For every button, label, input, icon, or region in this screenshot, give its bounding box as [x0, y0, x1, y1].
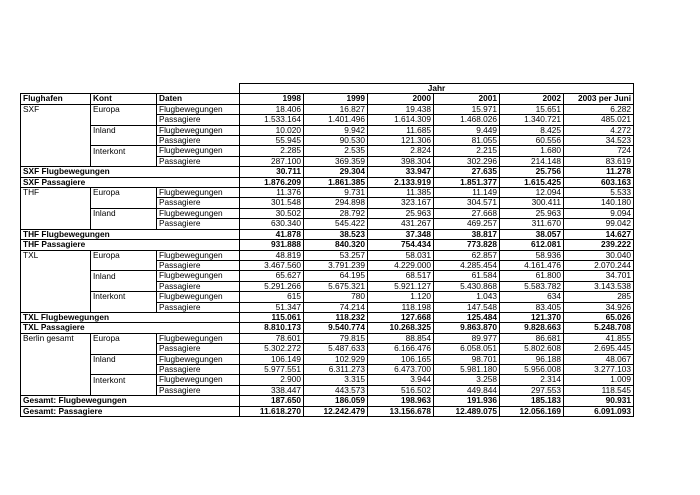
value-cell[interactable]: 5.956.008: [500, 364, 564, 374]
value-cell[interactable]: 6.166.476: [368, 344, 434, 354]
column-header-flughafen[interactable]: Flughafen: [21, 94, 91, 104]
airport-cell[interactable]: Berlin gesamt: [21, 333, 91, 343]
value-cell[interactable]: 53.257: [304, 250, 368, 260]
data-type-cell[interactable]: Passagiere: [157, 385, 240, 395]
value-cell[interactable]: 612.081: [500, 240, 564, 250]
value-cell[interactable]: 60.556: [500, 136, 564, 146]
value-cell[interactable]: 81.055: [434, 136, 500, 146]
airport-cell[interactable]: [21, 302, 91, 312]
continent-cell[interactable]: Inland: [91, 271, 157, 281]
value-cell[interactable]: 16.827: [304, 104, 368, 114]
total-row: [21, 312, 634, 322]
value-cell[interactable]: 12.489.075: [434, 406, 500, 416]
value-cell[interactable]: 78.601: [240, 333, 304, 343]
value-cell[interactable]: 287.100: [240, 156, 304, 166]
value-cell[interactable]: 285: [564, 292, 634, 302]
value-cell[interactable]: 323.167: [368, 198, 434, 208]
value-cell[interactable]: 1.851.377: [434, 177, 500, 187]
value-cell[interactable]: 11.149: [434, 188, 500, 198]
total-row: [21, 396, 634, 406]
value-cell[interactable]: 5.430.868: [434, 281, 500, 291]
value-cell[interactable]: 11.376: [240, 188, 304, 198]
continent-cell[interactable]: Europa: [91, 104, 157, 114]
value-cell[interactable]: 10.020: [240, 125, 304, 135]
table-row: [21, 354, 634, 364]
value-cell[interactable]: 12.094: [500, 188, 564, 198]
table-body: [21, 84, 634, 417]
value-cell[interactable]: 4.285.454: [434, 260, 500, 270]
value-cell[interactable]: 41.855: [564, 333, 634, 343]
value-cell[interactable]: 30.711: [240, 167, 304, 177]
value-cell[interactable]: 5.291.266: [240, 281, 304, 291]
data-type-cell[interactable]: Flugbewegungen: [157, 375, 240, 385]
value-cell[interactable]: 14.627: [564, 229, 634, 239]
value-cell[interactable]: 2.535: [304, 146, 368, 156]
value-cell[interactable]: 62.857: [434, 250, 500, 260]
data-type-cell[interactable]: Flugbewegungen: [157, 146, 240, 156]
value-cell[interactable]: 516.502: [368, 385, 434, 395]
value-cell[interactable]: 127.668: [368, 312, 434, 322]
continent-cell[interactable]: Interkont: [91, 375, 157, 385]
spreadsheet-table: [20, 83, 634, 417]
data-type-cell[interactable]: Flugbewegungen: [157, 333, 240, 343]
continent-cell[interactable]: Inland: [91, 354, 157, 364]
value-cell[interactable]: 9.828.663: [500, 323, 564, 333]
airport-cell[interactable]: [21, 375, 91, 385]
airport-cell[interactable]: [21, 260, 91, 270]
total-label[interactable]: Gesamt: Passagiere: [21, 406, 240, 416]
value-cell[interactable]: 469.257: [434, 219, 500, 229]
table-row: [21, 250, 634, 260]
value-cell[interactable]: 198.963: [368, 396, 434, 406]
value-cell[interactable]: 297.553: [500, 385, 564, 395]
value-cell[interactable]: 443.573: [304, 385, 368, 395]
column-header-2000[interactable]: 2000: [368, 94, 434, 104]
value-cell[interactable]: 79.815: [304, 333, 368, 343]
value-cell[interactable]: 3.258: [434, 375, 500, 385]
value-cell[interactable]: 102.929: [304, 354, 368, 364]
value-cell[interactable]: 10.268.325: [368, 323, 434, 333]
column-header-2003[interactable]: 2003 per Juni: [564, 94, 634, 104]
value-cell[interactable]: 1.468.026: [434, 115, 500, 125]
table-row: [21, 156, 634, 166]
value-cell[interactable]: 83.619: [564, 156, 634, 166]
continent-cell[interactable]: Europa: [91, 250, 157, 260]
table-row: [21, 104, 634, 114]
value-cell[interactable]: 3.467.560: [240, 260, 304, 270]
table-row: [21, 260, 634, 270]
data-type-cell[interactable]: Flugbewegungen: [157, 354, 240, 364]
value-cell[interactable]: 121.370: [500, 312, 564, 322]
table-row: [21, 344, 634, 354]
value-cell[interactable]: 187.650: [240, 396, 304, 406]
value-cell[interactable]: 6.091.093: [564, 406, 634, 416]
value-cell[interactable]: 304.571: [434, 198, 500, 208]
value-cell[interactable]: 5.302.272: [240, 344, 304, 354]
total-label[interactable]: Gesamt: Flugbewegungen: [21, 396, 240, 406]
table-row: [21, 125, 634, 135]
value-cell[interactable]: 2.695.445: [564, 344, 634, 354]
value-cell[interactable]: 12.242.479: [304, 406, 368, 416]
value-cell[interactable]: 88.854: [368, 333, 434, 343]
continent-cell[interactable]: Inland: [91, 208, 157, 218]
value-cell[interactable]: 1.861.385: [304, 177, 368, 187]
continent-cell[interactable]: [91, 115, 157, 125]
value-cell[interactable]: 89.977: [434, 333, 500, 343]
value-cell[interactable]: 90.530: [304, 136, 368, 146]
value-cell[interactable]: 186.059: [304, 396, 368, 406]
value-cell[interactable]: 99.042: [564, 219, 634, 229]
column-header-2002[interactable]: 2002: [500, 94, 564, 104]
value-cell[interactable]: 6.473.700: [368, 364, 434, 374]
value-cell[interactable]: 13.156.678: [368, 406, 434, 416]
value-cell[interactable]: 51.347: [240, 302, 304, 312]
value-cell[interactable]: 5.487.633: [304, 344, 368, 354]
airport-cell[interactable]: [21, 115, 91, 125]
continent-cell[interactable]: [91, 198, 157, 208]
value-cell[interactable]: 25.963: [500, 208, 564, 218]
continent-cell[interactable]: [91, 364, 157, 374]
data-type-cell[interactable]: Flugbewegungen: [157, 292, 240, 302]
table-row: [21, 198, 634, 208]
value-cell[interactable]: 8.425: [500, 125, 564, 135]
value-cell[interactable]: 98.701: [434, 354, 500, 364]
data-type-cell[interactable]: Flugbewegungen: [157, 188, 240, 198]
value-cell[interactable]: 634: [500, 292, 564, 302]
data-type-cell[interactable]: Passagiere: [157, 281, 240, 291]
continent-cell[interactable]: Interkont: [91, 292, 157, 302]
value-cell[interactable]: 11.385: [368, 188, 434, 198]
value-cell[interactable]: 615: [240, 292, 304, 302]
value-cell[interactable]: 5.977.551: [240, 364, 304, 374]
continent-cell[interactable]: [91, 260, 157, 270]
value-cell[interactable]: 6.282: [564, 104, 634, 114]
airport-cell[interactable]: [21, 125, 91, 135]
table-row: [21, 292, 634, 302]
value-cell[interactable]: 58.936: [500, 250, 564, 260]
total-label[interactable]: SXF Passagiere: [21, 177, 240, 187]
value-cell[interactable]: 11.618.270: [240, 406, 304, 416]
value-cell[interactable]: 86.681: [500, 333, 564, 343]
value-cell[interactable]: 147.548: [434, 302, 500, 312]
table-row: [21, 281, 634, 291]
value-cell[interactable]: 1.043: [434, 292, 500, 302]
value-cell[interactable]: 3.143.538: [564, 281, 634, 291]
header-row: [21, 94, 634, 104]
column-header-2001[interactable]: 2001: [434, 94, 500, 104]
continent-cell[interactable]: [91, 219, 157, 229]
value-cell[interactable]: 118.198: [368, 302, 434, 312]
value-cell[interactable]: 1.009: [564, 375, 634, 385]
value-cell[interactable]: 1.533.164: [240, 115, 304, 125]
airport-cell[interactable]: THF: [21, 188, 91, 198]
data-type-cell[interactable]: Passagiere: [157, 115, 240, 125]
value-cell[interactable]: 90.931: [564, 396, 634, 406]
airport-cell[interactable]: [21, 344, 91, 354]
value-cell[interactable]: 11.685: [368, 125, 434, 135]
value-cell[interactable]: 185.183: [500, 396, 564, 406]
continent-cell[interactable]: [91, 385, 157, 395]
data-type-cell[interactable]: Passagiere: [157, 302, 240, 312]
airport-cell[interactable]: [21, 208, 91, 218]
value-cell[interactable]: 5.533: [564, 188, 634, 198]
data-type-cell[interactable]: Flugbewegungen: [157, 250, 240, 260]
value-cell[interactable]: 239.222: [564, 240, 634, 250]
value-cell[interactable]: 48.067: [564, 354, 634, 364]
value-cell[interactable]: 37.348: [368, 229, 434, 239]
value-cell[interactable]: 28.792: [304, 208, 368, 218]
value-cell[interactable]: 2.133.919: [368, 177, 434, 187]
continent-cell[interactable]: Europa: [91, 188, 157, 198]
value-cell[interactable]: 1.614.309: [368, 115, 434, 125]
value-cell[interactable]: 2.900: [240, 375, 304, 385]
value-cell[interactable]: 115.061: [240, 312, 304, 322]
table-row: [21, 208, 634, 218]
value-cell[interactable]: 338.447: [240, 385, 304, 395]
value-cell[interactable]: 118.545: [564, 385, 634, 395]
value-cell[interactable]: 55.945: [240, 136, 304, 146]
value-cell[interactable]: 630.340: [240, 219, 304, 229]
value-cell[interactable]: 8.810.173: [240, 323, 304, 333]
value-cell[interactable]: 30.040: [564, 250, 634, 260]
value-cell[interactable]: 398.304: [368, 156, 434, 166]
value-cell[interactable]: 38.523: [304, 229, 368, 239]
value-cell[interactable]: 2.285: [240, 146, 304, 156]
value-cell[interactable]: 5.802.608: [500, 344, 564, 354]
value-cell[interactable]: 603.163: [564, 177, 634, 187]
total-row: [21, 240, 634, 250]
value-cell[interactable]: 3.277.103: [564, 364, 634, 374]
column-header-daten[interactable]: Daten: [157, 94, 240, 104]
data-type-cell[interactable]: Passagiere: [157, 260, 240, 270]
value-cell[interactable]: 191.936: [434, 396, 500, 406]
data-type-cell[interactable]: Flugbewegungen: [157, 208, 240, 218]
value-cell[interactable]: 4.161.476: [500, 260, 564, 270]
value-cell[interactable]: 3.791.239: [304, 260, 368, 270]
value-cell[interactable]: 19.438: [368, 104, 434, 114]
value-cell[interactable]: 485.021: [564, 115, 634, 125]
table-row: [21, 115, 634, 125]
value-cell[interactable]: 15.971: [434, 104, 500, 114]
value-cell[interactable]: 214.148: [500, 156, 564, 166]
value-cell[interactable]: 9.094: [564, 208, 634, 218]
value-cell[interactable]: 38.817: [434, 229, 500, 239]
value-cell[interactable]: 48.819: [240, 250, 304, 260]
airport-cell[interactable]: TXL: [21, 250, 91, 260]
value-cell[interactable]: 2.314: [500, 375, 564, 385]
data-type-cell[interactable]: Passagiere: [157, 344, 240, 354]
value-cell[interactable]: 2.070.244: [564, 260, 634, 270]
data-type-cell[interactable]: Passagiere: [157, 364, 240, 374]
airport-cell[interactable]: [21, 281, 91, 291]
year-group-label: Jahr: [240, 84, 634, 94]
total-label[interactable]: THF Flugbewegungen: [21, 229, 240, 239]
value-cell[interactable]: 4.272: [564, 125, 634, 135]
continent-cell[interactable]: [91, 344, 157, 354]
airport-cell[interactable]: [21, 354, 91, 364]
value-cell[interactable]: 431.267: [368, 219, 434, 229]
continent-cell[interactable]: [91, 302, 157, 312]
continent-cell[interactable]: [91, 156, 157, 166]
value-cell[interactable]: 96.188: [500, 354, 564, 364]
header-group-row: [21, 84, 634, 94]
value-cell[interactable]: 931.888: [240, 240, 304, 250]
value-cell[interactable]: 33.947: [368, 167, 434, 177]
value-cell[interactable]: 754.434: [368, 240, 434, 250]
value-cell[interactable]: 18.406: [240, 104, 304, 114]
value-cell[interactable]: 11.278: [564, 167, 634, 177]
value-cell[interactable]: 34.926: [564, 302, 634, 312]
value-cell[interactable]: 15.651: [500, 104, 564, 114]
total-label[interactable]: SXF Flugbewegungen: [21, 167, 240, 177]
value-cell[interactable]: 58.031: [368, 250, 434, 260]
column-header-kont[interactable]: Kont: [91, 94, 157, 104]
airport-cell[interactable]: SXF: [21, 104, 91, 114]
value-cell[interactable]: 1.876.209: [240, 177, 304, 187]
value-cell[interactable]: 106.149: [240, 354, 304, 364]
value-cell[interactable]: 5.583.782: [500, 281, 564, 291]
value-cell[interactable]: 1.401.496: [304, 115, 368, 125]
value-cell[interactable]: 9.449: [434, 125, 500, 135]
data-type-cell[interactable]: Flugbewegungen: [157, 271, 240, 281]
value-cell[interactable]: 106.165: [368, 354, 434, 364]
value-cell[interactable]: 61.584: [434, 271, 500, 281]
value-cell[interactable]: 34.701: [564, 271, 634, 281]
value-cell[interactable]: 65.627: [240, 271, 304, 281]
table-row: [21, 146, 634, 156]
value-cell[interactable]: 840.320: [304, 240, 368, 250]
table-row: [21, 364, 634, 374]
table-row: [21, 136, 634, 146]
value-cell[interactable]: 311.670: [500, 219, 564, 229]
value-cell[interactable]: 4.229.000: [368, 260, 434, 270]
total-row: [21, 167, 634, 177]
value-cell[interactable]: 1.680: [500, 146, 564, 156]
value-cell[interactable]: 3.315: [304, 375, 368, 385]
continent-cell[interactable]: Inland: [91, 125, 157, 135]
value-cell[interactable]: 118.232: [304, 312, 368, 322]
total-label[interactable]: TXL Passagiere: [21, 323, 240, 333]
column-header-1999[interactable]: 1999: [304, 94, 368, 104]
airport-cell[interactable]: [21, 219, 91, 229]
value-cell[interactable]: 724: [564, 146, 634, 156]
value-cell[interactable]: 27.668: [434, 208, 500, 218]
value-cell[interactable]: 6.058.051: [434, 344, 500, 354]
value-cell[interactable]: 27.635: [434, 167, 500, 177]
value-cell[interactable]: 773.828: [434, 240, 500, 250]
total-label[interactable]: THF Passagiere: [21, 240, 240, 250]
airport-cell[interactable]: [21, 136, 91, 146]
table-row: [21, 271, 634, 281]
value-cell[interactable]: 449.844: [434, 385, 500, 395]
airport-cell[interactable]: [21, 271, 91, 281]
value-cell[interactable]: 30.502: [240, 208, 304, 218]
value-cell[interactable]: 34.523: [564, 136, 634, 146]
continent-cell[interactable]: [91, 136, 157, 146]
value-cell[interactable]: 1.340.721: [500, 115, 564, 125]
value-cell[interactable]: 64.195: [304, 271, 368, 281]
data-type-cell[interactable]: Passagiere: [157, 156, 240, 166]
value-cell[interactable]: 140.180: [564, 198, 634, 208]
value-cell[interactable]: 38.057: [500, 229, 564, 239]
table-row: [21, 302, 634, 312]
data-type-cell[interactable]: Passagiere: [157, 219, 240, 229]
data-type-cell[interactable]: Passagiere: [157, 136, 240, 146]
data-type-cell[interactable]: Flugbewegungen: [157, 104, 240, 114]
value-cell[interactable]: 12.056.169: [500, 406, 564, 416]
value-cell[interactable]: 6.311.273: [304, 364, 368, 374]
continent-cell[interactable]: Interkont: [91, 146, 157, 156]
value-cell[interactable]: 1.615.425: [500, 177, 564, 187]
value-cell[interactable]: 9.863.870: [434, 323, 500, 333]
column-header-1998[interactable]: 1998: [240, 94, 304, 104]
value-cell[interactable]: 68.517: [368, 271, 434, 281]
value-cell[interactable]: 83.405: [500, 302, 564, 312]
value-cell[interactable]: 41.878: [240, 229, 304, 239]
value-cell[interactable]: 121.306: [368, 136, 434, 146]
value-cell[interactable]: 3.944: [368, 375, 434, 385]
value-cell[interactable]: 125.484: [434, 312, 500, 322]
value-cell[interactable]: 9.942: [304, 125, 368, 135]
value-cell[interactable]: 780: [304, 292, 368, 302]
airport-cell[interactable]: [21, 198, 91, 208]
value-cell[interactable]: 5.248.708: [564, 323, 634, 333]
total-row: [21, 229, 634, 239]
data-type-cell[interactable]: Passagiere: [157, 198, 240, 208]
airport-cell[interactable]: [21, 156, 91, 166]
value-cell[interactable]: 302.296: [434, 156, 500, 166]
table-row: [21, 219, 634, 229]
value-cell[interactable]: 74.214: [304, 302, 368, 312]
value-cell[interactable]: 9.540.774: [304, 323, 368, 333]
table-row: [21, 333, 634, 343]
continent-cell[interactable]: Europa: [91, 333, 157, 343]
value-cell[interactable]: 5.675.321: [304, 281, 368, 291]
value-cell[interactable]: 369.359: [304, 156, 368, 166]
value-cell[interactable]: 5.981.180: [434, 364, 500, 374]
value-cell[interactable]: 545.422: [304, 219, 368, 229]
value-cell[interactable]: 2.215: [434, 146, 500, 156]
value-cell[interactable]: 25.756: [500, 167, 564, 177]
total-row: [21, 323, 634, 333]
value-cell[interactable]: 300.411: [500, 198, 564, 208]
airport-cell[interactable]: [21, 292, 91, 302]
table-row: [21, 375, 634, 385]
data-type-cell[interactable]: Flugbewegungen: [157, 125, 240, 135]
table-row: [21, 188, 634, 198]
value-cell[interactable]: 25.963: [368, 208, 434, 218]
airport-cell[interactable]: [21, 146, 91, 156]
value-cell[interactable]: 301.548: [240, 198, 304, 208]
value-cell[interactable]: 65.026: [564, 312, 634, 322]
value-cell[interactable]: 61.800: [500, 271, 564, 281]
value-cell[interactable]: 29.304: [304, 167, 368, 177]
value-cell[interactable]: 5.921.127: [368, 281, 434, 291]
airport-cell[interactable]: [21, 364, 91, 374]
header-spacer: [21, 84, 240, 94]
airport-cell[interactable]: [21, 385, 91, 395]
value-cell[interactable]: 294.898: [304, 198, 368, 208]
total-row: [21, 177, 634, 187]
continent-cell[interactable]: [91, 281, 157, 291]
value-cell[interactable]: 9.731: [304, 188, 368, 198]
total-row: [21, 406, 634, 416]
value-cell[interactable]: 1.120: [368, 292, 434, 302]
table-row: [21, 385, 634, 395]
value-cell[interactable]: 2.824: [368, 146, 434, 156]
total-label[interactable]: TXL Flugbewegungen: [21, 312, 240, 322]
